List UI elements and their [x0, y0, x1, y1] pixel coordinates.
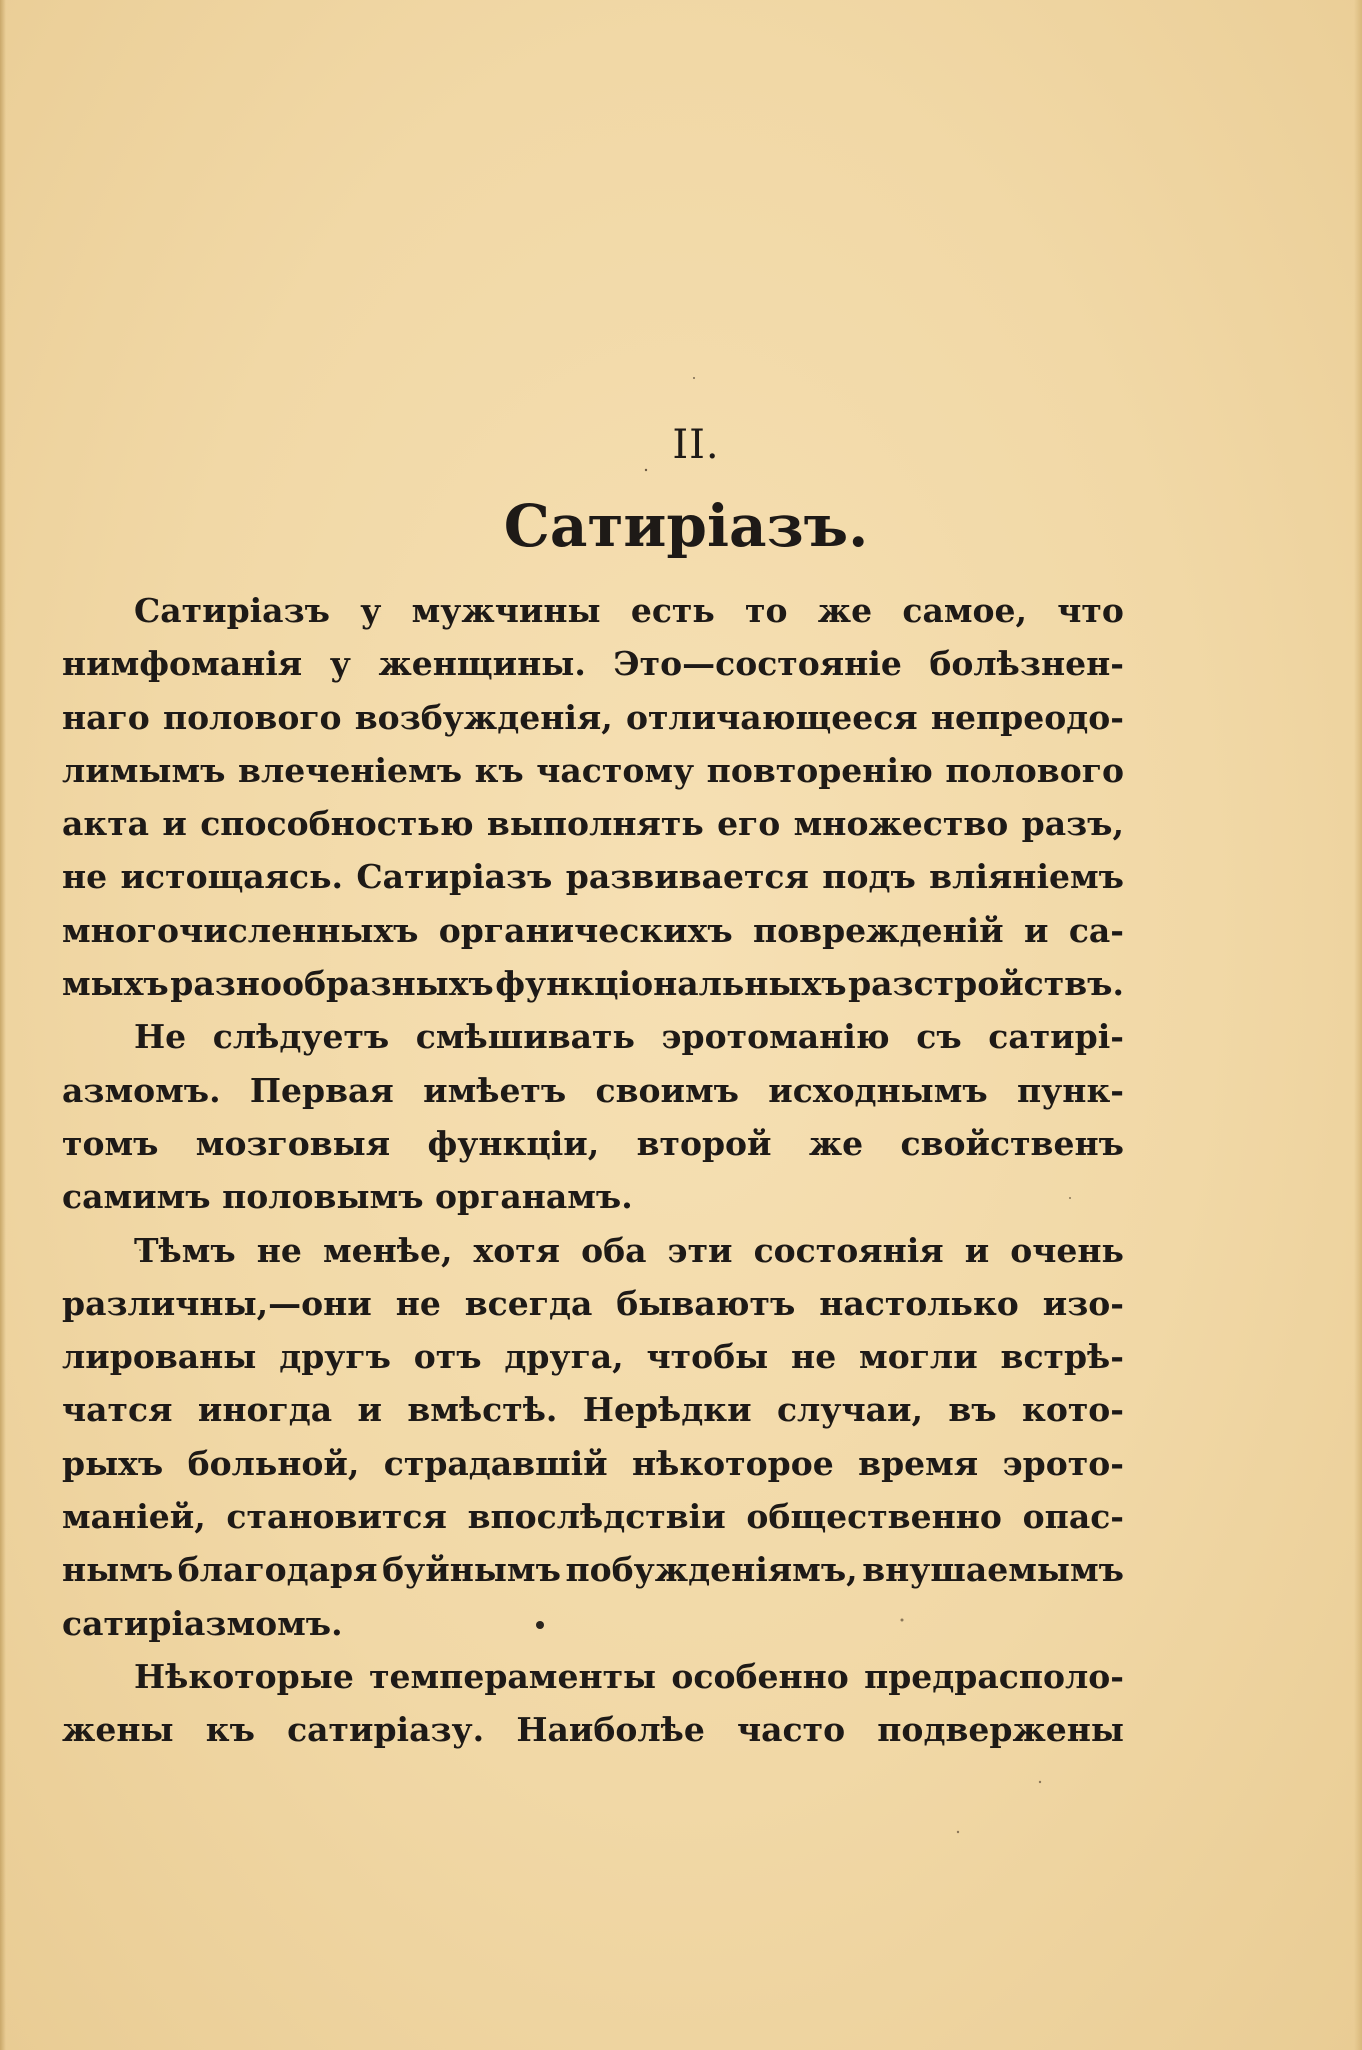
- text-line: нымъ благодаря буйнымъ побужденіямъ, внушаемымъ: [62, 1550, 1124, 1590]
- text-line: не истощаясь. Сатиріазъ развивается подъ вліяніемъ: [62, 857, 1124, 897]
- text-line: лированы другъ отъ друга, чтобы не могли встрѣ-: [62, 1337, 1124, 1377]
- text-line: самимъ половымъ органамъ.: [62, 1177, 633, 1217]
- text-line: Сатиріазъ у мужчины есть то же самое, что: [134, 591, 1124, 630]
- text-line: нимфоманія у женщины. Это—состояніе болѣзнен-: [62, 644, 1124, 684]
- body-text: [62, 584, 1124, 1757]
- text-line: мыхъ разнообразныхъ функціональныхъ разстройствъ.: [62, 964, 1124, 1004]
- text-line: сатиріазмомъ.: [62, 1603, 343, 1643]
- text-line: акта и способностью выполнять его множество разъ,: [62, 804, 1124, 844]
- text-line: Нѣкоторые темпераменты особенно предрасполо-: [134, 1656, 1124, 1696]
- text-line: различны,—они не всегда бываютъ настолько изо-: [62, 1283, 1124, 1323]
- text-line: чатся иногда и вмѣстѣ. Нерѣдки случаи, въ кото-: [62, 1390, 1124, 1430]
- chapter-number: II.: [672, 422, 720, 468]
- text-line: рыхъ больной, страдавшій нѣкоторое время эрото-: [62, 1443, 1124, 1483]
- text-line: жены къ сатиріазу. Наиболѣе часто подвержены: [62, 1710, 1124, 1750]
- text-line: томъ мозговыя функціи, второй же свойственъ: [62, 1123, 1124, 1163]
- text-line: многочисленныхъ органическихъ поврежденій и са-: [62, 910, 1124, 950]
- chapter-title: Сатиріазъ.: [503, 492, 869, 560]
- text-line: Тѣмъ не менѣе, хотя оба эти состоянія и очень: [134, 1230, 1124, 1270]
- text-line: Не слѣдуетъ смѣшивать эротоманію съ сатирі-: [134, 1017, 1124, 1057]
- text-line: азмомъ. Первая имѣетъ своимъ исходнымъ пунк-: [62, 1070, 1124, 1110]
- text-line: лимымъ влеченіемъ къ частому повторенію полового: [62, 750, 1124, 790]
- text-line: маніей, становится впослѣдствіи общественно опас-: [62, 1497, 1124, 1537]
- text-line: наго полового возбужденія, отличающееся непреодо-: [62, 697, 1124, 737]
